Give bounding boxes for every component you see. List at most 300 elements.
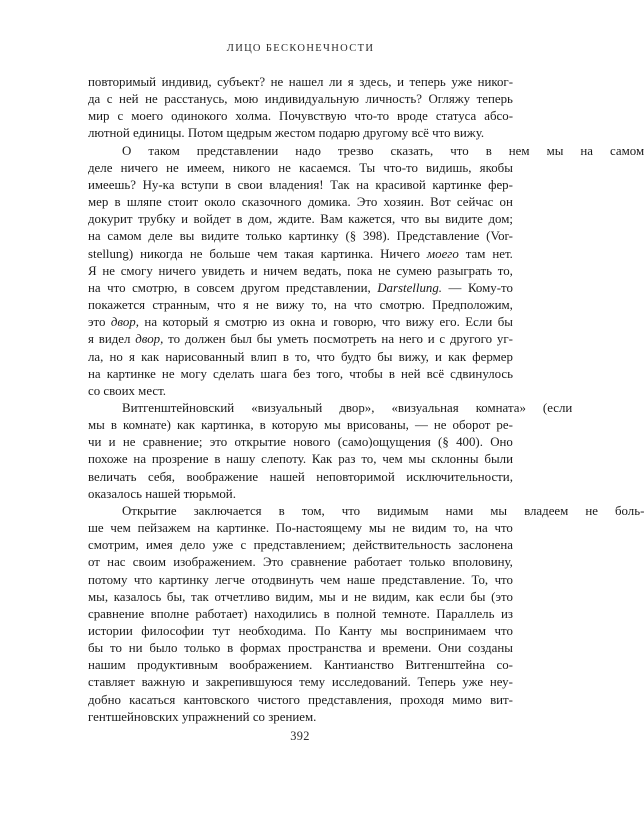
running-head: ЛИЦО БЕСКОНЕЧНОСТИ [226,43,375,54]
text-word: смотрим, [88,538,139,553]
text-line [88,589,513,606]
text-word: теперь [476,92,513,107]
text-word: чем [110,521,131,536]
text-word: По-настоящему [275,521,363,536]
text-word: чем [382,452,403,467]
text-word: «визуальный [251,400,323,415]
text-word: врисованы, [346,418,409,433]
text-word: был [230,332,252,347]
text-line [88,554,513,571]
text-word: и [250,263,258,278]
text-word: философии [141,624,205,638]
text-line [88,194,513,211]
text-word: ше [88,521,104,536]
text-word: видите [445,212,483,227]
text-word: Теперь [417,675,456,690]
text-word: говорю, [333,315,377,330]
text-word: на [334,298,347,313]
text-word: сравнение [290,555,347,570]
text-word: мы [368,521,386,536]
text-word: в [236,212,243,227]
text-word: Вот [430,195,451,210]
text-word: смотрю [225,315,268,330]
text-word: чи [88,435,102,450]
text-word: то, [311,298,327,313]
text-line [88,143,644,160]
text-word: уже [212,538,234,553]
text-word: (само)ощущения [337,435,431,450]
text-word: в [214,452,221,467]
text-word: индивидуальную [264,92,359,107]
text-word: что [133,572,153,587]
text-line [88,692,513,709]
text-word: с [117,109,124,124]
text-word: что-то [354,109,390,124]
text-word: своим [132,555,166,570]
text-word: и [341,589,349,604]
text-word: видимым [377,503,429,518]
text-word: Это [356,195,378,210]
text-word: со- [496,658,513,673]
text-word: владения! [269,177,324,192]
text-word: ре- [496,418,513,433]
text-word: нет. [492,246,513,261]
text-word: исключительности, [406,469,513,484]
text-word: в [224,177,232,192]
text-word: величать [88,469,137,484]
text-word: если [439,589,465,604]
text-line [88,623,513,640]
text-word: мы [88,418,105,433]
text-word: Так [330,177,350,192]
text-word: на [475,521,488,536]
text-word: его. [439,315,460,330]
text-line [88,640,513,657]
text-word: изображением. [173,555,256,570]
text-word: сравнение; [142,435,203,450]
text-word: легче [215,572,245,587]
text-word: нас [107,555,126,570]
text-word: могу [180,366,207,381]
text-word: дом, [248,212,273,227]
text-word: холма. [235,109,272,124]
text-word: мы [546,143,564,158]
text-word: пока [347,263,373,278]
text-word: него [398,332,423,347]
text-word: теперь [409,75,446,89]
text-word: бы, [166,589,186,604]
text-word: не [270,75,284,89]
text-word: уже [451,75,473,89]
text-word: то, [453,521,469,536]
text-word: оборот [452,418,491,433]
text-word: необходима. [238,624,307,638]
text-word: никог- [477,75,513,89]
text-word: продуктивным [137,658,218,673]
text-word: ничего [120,160,158,175]
text-word: Вам [320,212,343,227]
text-word: двор», [339,400,375,415]
text-line: лютной единицы. Потом щедрым жестом подарю другому всё что вижу. [88,126,485,141]
text-line [88,228,513,245]
text-word: то [168,332,181,347]
text-word: домика. [307,195,351,210]
text-word: и [427,332,435,347]
text-word: мы, [88,589,109,604]
text-word: темноте. [382,606,430,621]
text-word: в [259,418,266,433]
text-word: том, [301,503,325,518]
text-line [88,263,513,280]
text-word: — [448,280,462,295]
page-number: 392 [290,729,310,743]
text-word: бы [256,332,273,347]
text-word: я [242,298,249,313]
text-word: дом; [488,212,513,227]
text-word: казалось [113,589,162,604]
text-line [88,606,513,623]
text-word: чем [257,246,278,261]
text-word: сравнение [88,606,145,621]
text-word: не [433,418,447,433]
text-line: со своих мест. [88,383,166,398]
text-word: деле [88,160,113,175]
text-word: не [585,503,598,518]
text-word: ла, [88,349,104,364]
text-word: только [409,555,446,570]
text-word: сделать [213,366,255,381]
text-word: представление. [381,572,466,587]
text-word: картинке [432,177,482,192]
text-word: отодвинуть [251,572,314,587]
text-word: свои [237,177,263,192]
text-word: открытие [234,435,287,450]
text-word: похоже [88,452,128,467]
text-word: такая [284,246,314,261]
text-word: представления, [308,692,392,707]
text-word: Кому-то [467,280,513,295]
text-word: влип [250,349,277,364]
text-word: неповторимой [316,469,395,484]
text-word: бы [377,349,393,364]
text-word: покажется [88,298,146,313]
text-word: вижу [275,298,305,313]
text-word: воспринимаем [405,624,487,638]
text-line [88,657,513,674]
text-word: (§ [438,435,449,450]
text-word: уг- [496,332,513,347]
text-word: как [448,349,467,364]
text-word: в [110,418,117,433]
text-word: ней [119,92,139,107]
text-line [88,520,513,537]
text-word: смогу [120,263,153,278]
text-word: сказать, [390,143,434,158]
text-word: что [353,298,373,313]
text-word: да [88,92,101,107]
text-word: вступи [180,177,219,192]
text-line [88,108,513,125]
text-word: Оно [490,435,513,450]
text-line [88,434,513,451]
text-word: не [278,160,291,175]
text-word: наше [346,572,376,587]
text-word: То, [471,572,489,587]
text-word: видим, [372,589,411,604]
text-word: это [88,315,106,330]
text-word: картинка. [320,246,374,261]
text-word: Если [465,315,493,330]
text-line [88,366,513,383]
text-word: комнате) [123,418,171,433]
text-word: Витгенштейновский [122,400,235,415]
text-word: должен [184,332,226,347]
text-word: 398). [363,229,390,244]
text-word: (§ [345,229,357,244]
text-word: таком [148,143,180,158]
text-word: на [88,280,101,295]
text-word: были [484,452,513,467]
text-word: без [293,366,311,381]
text-word: повторимый [88,75,157,89]
text-word: фер- [488,177,513,192]
text-word: в [485,143,492,158]
text-word: видим [411,521,447,536]
text-word: Как [311,452,333,467]
text-word: не [392,521,406,536]
text-word: нами [445,503,474,518]
text-word: уметь [276,332,309,347]
text-word: было [149,641,178,656]
text-word: вит- [490,692,513,707]
text-word: важную [141,675,186,690]
text-word: что-то [383,160,418,175]
text-word: стоит [167,195,199,210]
text-word: картинку [288,229,339,244]
text-word: вполне [150,606,189,621]
text-word: около [204,195,236,210]
text-word: воображением. [229,658,313,673]
text-word: не [102,263,115,278]
text-word: и [320,315,328,330]
text-word: что [494,624,513,638]
text-word: на [88,229,101,244]
text-word: что [450,143,469,158]
text-word: (Vor- [486,229,513,244]
text-word: картинке [106,366,156,381]
text-word: действительность [352,538,452,553]
text-word: самом [610,143,644,158]
text-word: и [368,641,376,656]
text-word: на [88,366,101,381]
text-word: видим, [275,589,314,604]
text-word: что [341,503,361,518]
text-word: с [240,538,247,553]
text-word: я [88,332,94,347]
text-word: как [176,418,196,433]
text-word: всё [426,366,445,381]
text-word: того, [316,366,344,381]
text-word: что [494,521,513,536]
text-word: имеешь? [88,177,137,192]
text-word: Кантианство [323,658,394,673]
text-word: бы [88,641,104,656]
text-line [88,177,513,194]
text-word: ставляет [88,675,135,690]
text-word: чем [320,572,341,587]
text-word: мы [318,589,336,604]
text-word: на [144,315,158,330]
text-word: пространства [288,641,362,656]
text-word: фермер [472,349,513,364]
text-word: Они [438,641,462,656]
text-word: я [347,75,354,89]
text-word: то [110,641,122,656]
text-word: то, [295,349,311,364]
text-word: другом [240,280,280,295]
text-word: созданы [468,641,513,656]
text-word: что [381,315,401,330]
text-word: касаться [129,692,176,707]
text-word: отчетливо [214,589,270,604]
text-word: абсо- [484,109,513,124]
text-word: сумею [396,263,432,278]
text-word: Ты [359,160,376,175]
text-word: заключается [193,503,262,518]
text-word: ничего [158,263,196,278]
text-word: истории [88,624,133,638]
text-word [427,246,459,263]
text-word: и [397,75,404,89]
text-word: смотрю, [132,280,178,295]
text-word: прозрение [151,452,209,467]
text-word: то, [497,263,513,278]
text-word: что [107,280,126,295]
text-word: вижу, [398,349,429,364]
text-word: от [88,555,100,570]
text-word: мы [323,418,341,433]
text-line [88,674,513,691]
text-word: в [278,503,285,518]
text-word: имея [145,538,173,553]
text-word: слепоту. [261,452,307,467]
text-word [135,331,163,348]
text-line [88,280,513,297]
text-word: чистого [257,692,300,707]
text-line [88,417,513,434]
text-word: бы [470,589,486,604]
text-word: я [129,349,135,364]
text-word: вполовину, [452,555,513,570]
text-word: войдет [193,212,231,227]
emphasis-text: двор, [135,332,164,347]
text-word: уже [462,675,484,690]
text-word: моего [131,109,164,124]
text-word: окна [290,315,316,330]
text-word: личность? [365,92,422,107]
text-word: больше [209,246,251,261]
text-word: владеем [524,503,569,518]
text-line [88,331,513,348]
text-word: Представление [396,229,480,244]
text-word: представлением; [253,538,346,553]
text-word: бы [497,315,513,330]
text-line [88,469,513,486]
text-word: что [316,349,335,364]
text-word: не [161,366,175,381]
text-word: пейзажем [137,521,191,536]
text-word: исследований. [331,675,411,690]
text-line [88,297,513,314]
text-line [88,451,513,468]
text-word: комната» [475,400,526,415]
text-word: на [133,452,147,467]
text-line [88,314,513,331]
text-word: в [227,641,234,656]
text-word: сказочного [241,195,302,210]
text-word: которую [271,418,318,433]
text-word: нем [508,143,530,158]
text-word: трезво [337,143,374,158]
text-word: картинка, [201,418,254,433]
text-word: себя, [147,469,175,484]
text-word: якобы [479,160,513,175]
text-word: ли [328,75,343,89]
text-word: шляпе [126,195,162,210]
text-word: нашей [269,469,305,484]
text-word: «визуальная [391,400,459,415]
text-word: нашим [88,658,126,673]
text-word: ждите. [277,212,315,227]
text-word: и [108,435,116,450]
text-word: Открытие [122,503,177,518]
paragraph [88,74,644,726]
text-word: только [245,229,282,244]
text-word: мимо [452,692,482,707]
text-word: так [191,589,209,604]
text-word: статуса [435,109,477,124]
text-word: никого [232,160,271,175]
text-word: сейчас [456,195,494,210]
text-word: расстанусь, [164,92,228,107]
text-word: странным, [152,298,210,313]
text-word: Я [88,263,97,278]
text-word: посмотреть [313,332,377,347]
text-word: нашу [226,452,256,467]
text-word: проходя [400,692,445,707]
text-word: в [323,606,330,621]
text-word: дело [180,538,206,553]
text-line [88,572,513,589]
text-word: из [272,315,285,330]
text-word: не [122,435,136,450]
text-word: тут [212,624,231,638]
text-word: stellung) [88,246,134,261]
text-word: одинокого [171,109,228,124]
text-word: Параллель [436,606,495,621]
text-word: и [435,349,442,364]
text-word: Ничего [380,246,420,261]
text-word: видишь, [426,160,472,175]
text-line [88,246,513,263]
text-word: то, [361,452,377,467]
text-word: на [197,521,210,536]
text-word: кажется, [348,212,396,227]
text-word: который [162,315,209,330]
text-word: никогда [140,246,183,261]
text-word: видите [201,229,239,244]
text-word: докурит [88,212,133,227]
